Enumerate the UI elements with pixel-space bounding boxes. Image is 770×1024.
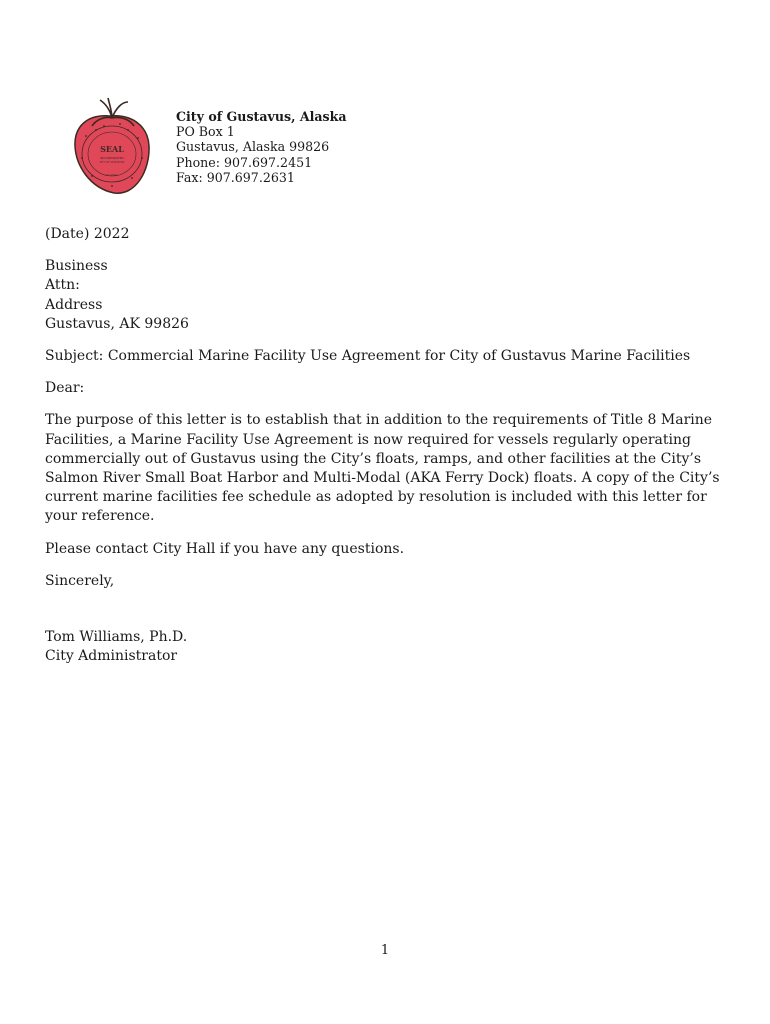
body-paragraph: The purpose of this letter is to establish that in addition to the requirements of Title 8 Marine Facilities, a Marine Facility Use Agreement is now required for vessels regularly operating commercially out of Gustavus using the City’s floats, ramps, and other facilities at the City’s Salmon River Small Boat Harbor and Multi-Modal (AKA Ferry Dock) floats. A copy of the City’s current marine facilities fee schedule as adopted by resolution is included with this letter for your reference.	[45, 412, 720, 525]
subject-line: Subject: Commercial Marine Facility Use Agreement for City of Gustavus Marine Facilities	[45, 348, 691, 365]
city-state-zip: Gustavus, Alaska 99826	[176, 139, 330, 155]
svg-text:INCORPORATED: INCORPORATED	[100, 156, 124, 160]
letterhead	[70, 96, 710, 200]
city-seal-strawberry-logo	[70, 96, 154, 196]
recipient-line: Business	[45, 258, 108, 275]
svg-text:CITY OF GUSTAVUS: CITY OF GUSTAVUS	[99, 161, 125, 164]
contact-line: Please contact City Hall if you have any questions.	[45, 540, 405, 557]
signer-title: City Administrator	[45, 648, 178, 665]
closing: Sincerely,	[45, 572, 115, 589]
organization-name: City of Gustavus, Alaska	[176, 109, 347, 124]
recipient-line: Attn:	[45, 277, 80, 294]
recipient-block	[45, 257, 725, 334]
svg-text:ALASKA: ALASKA	[106, 173, 118, 177]
recipient-line: Address	[45, 296, 103, 313]
fax-number: Fax: 907.697.2631	[176, 169, 295, 185]
signer-name: Tom Williams, Ph.D.	[45, 629, 188, 646]
letter-body	[45, 225, 725, 666]
page-number: 1	[380, 943, 390, 958]
phone-number: Phone: 907.697.2451	[176, 154, 313, 170]
signature-space	[45, 591, 725, 628]
recipient-line: Gustavus, AK 99826	[45, 315, 189, 332]
letterhead-address	[176, 109, 347, 185]
svg-text:SEAL: SEAL	[100, 144, 124, 154]
po-box: PO Box 1	[176, 124, 235, 140]
salutation: Dear:	[45, 380, 85, 397]
letter-date: (Date) 2022	[45, 226, 130, 242]
